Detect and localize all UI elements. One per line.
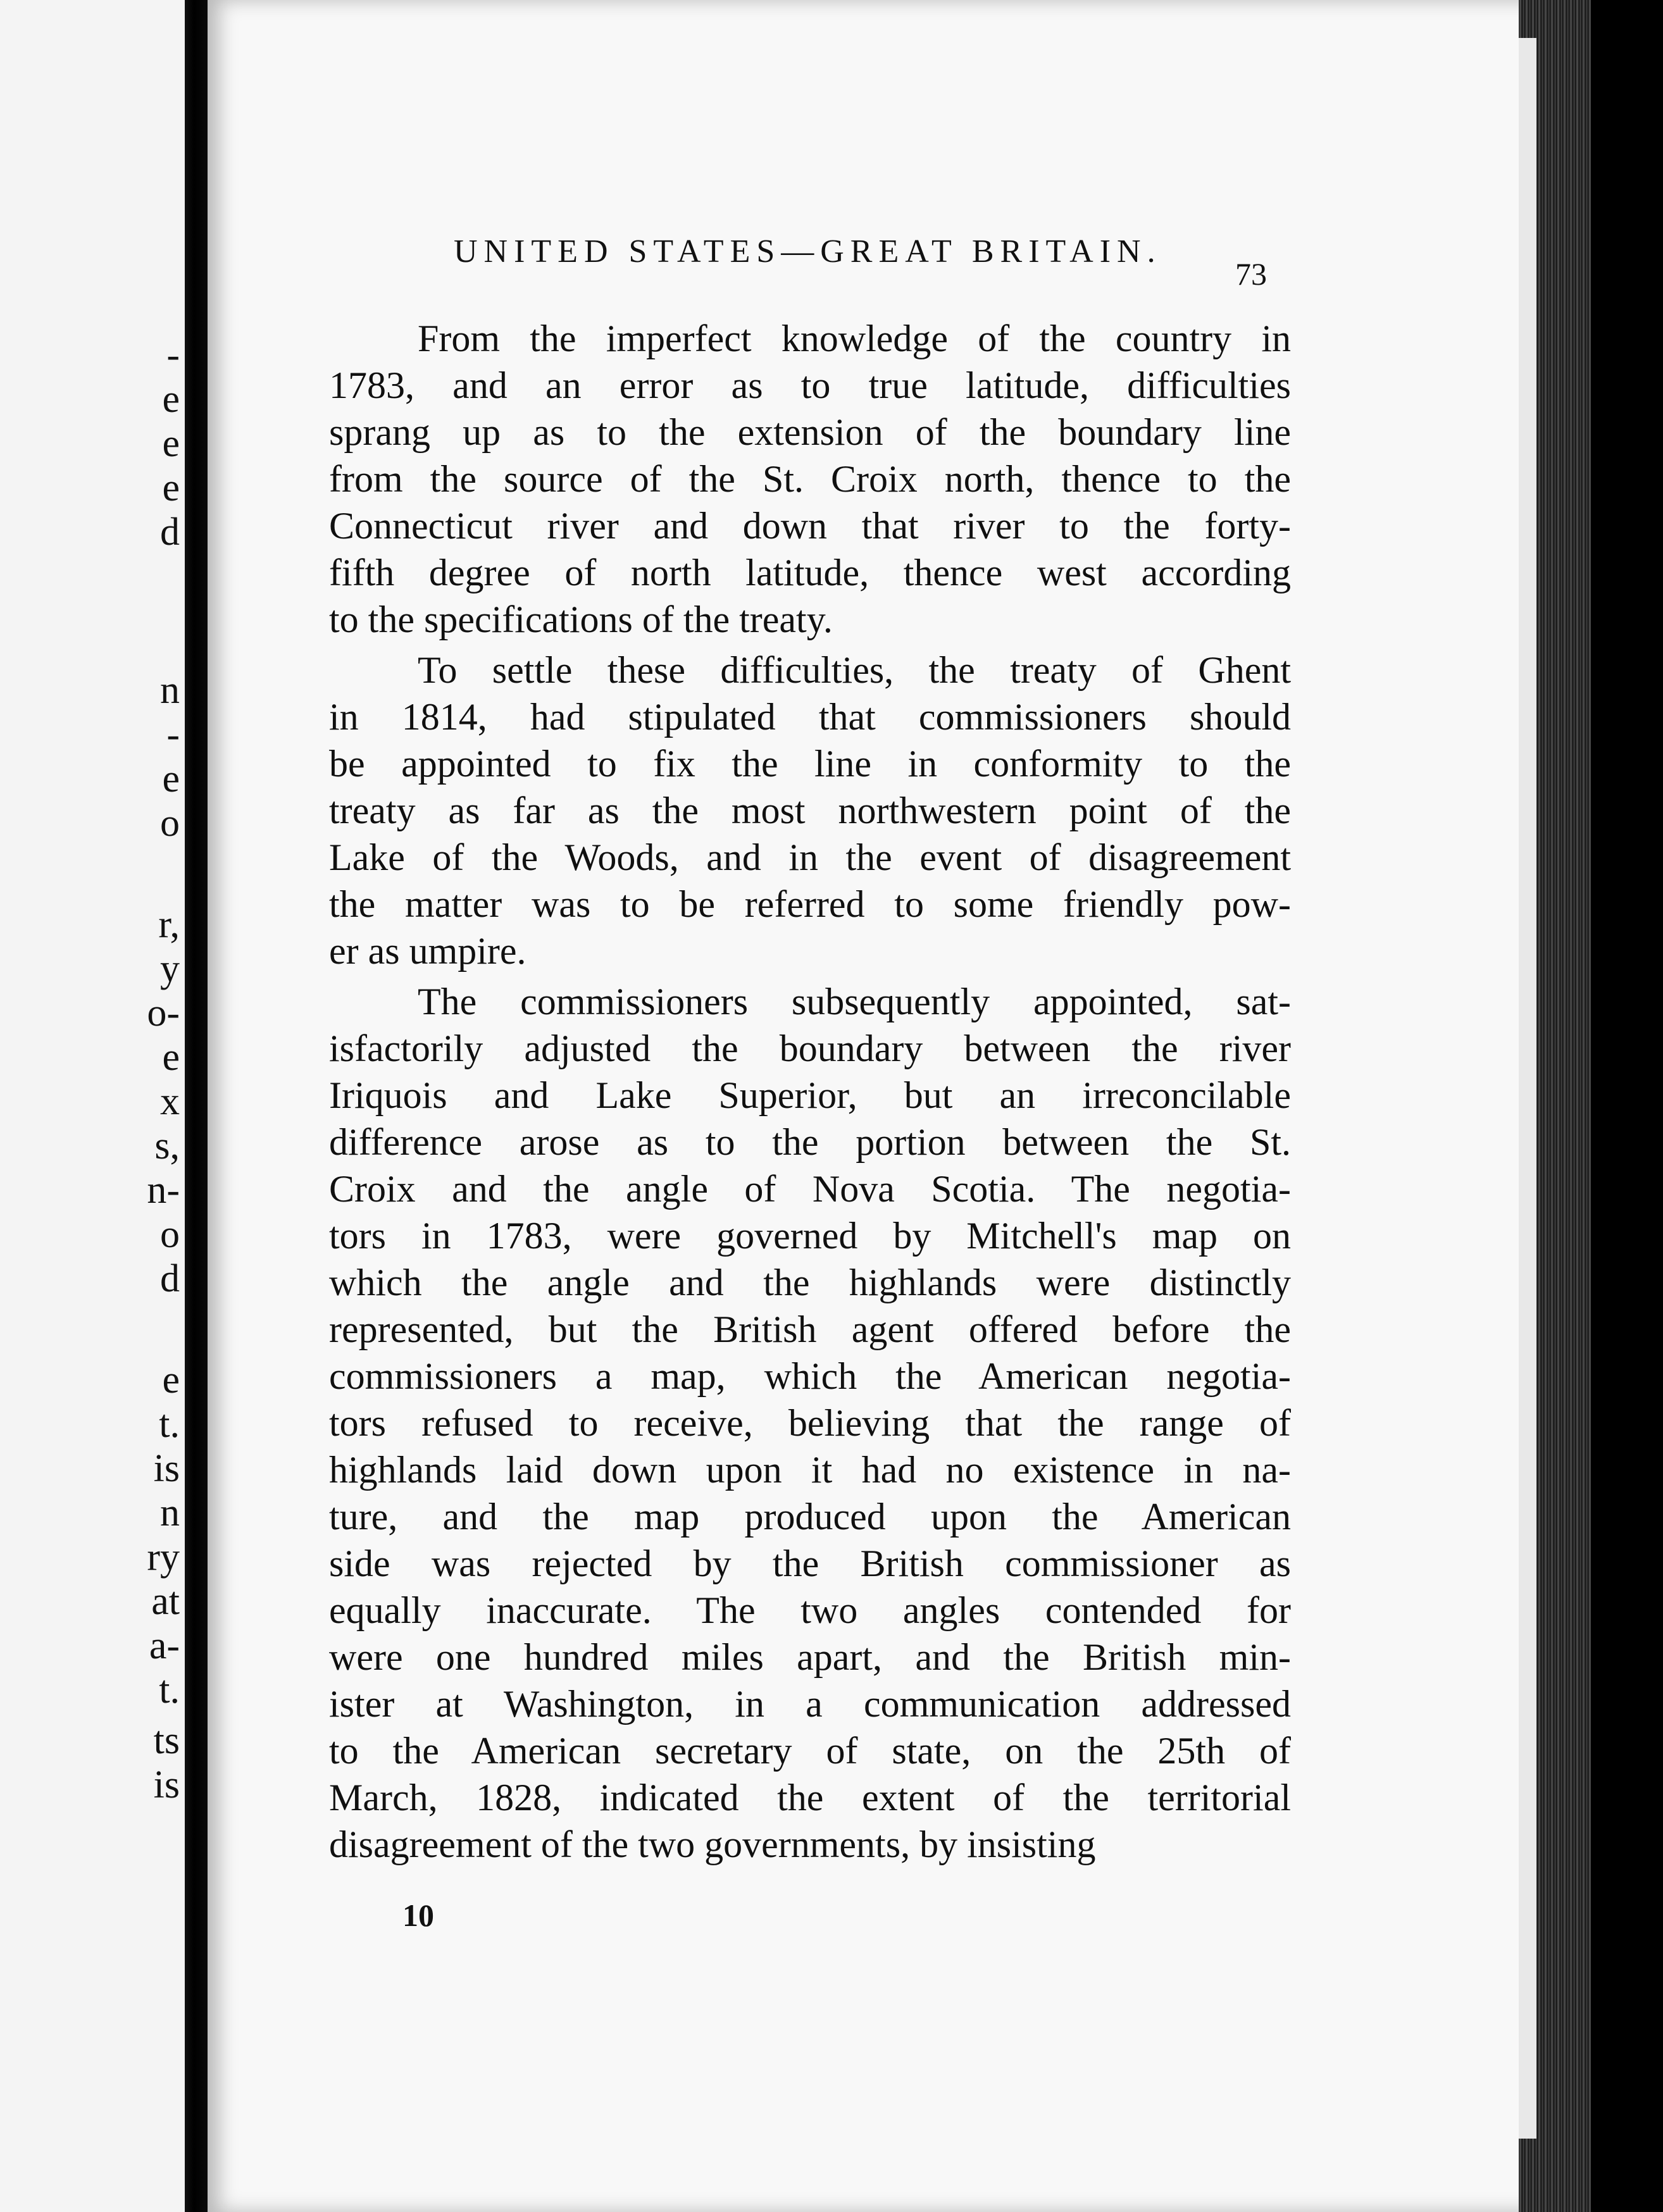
page-number: 73: [1235, 256, 1267, 292]
left-page-fragment: is: [153, 1447, 180, 1490]
left-page-fragment: t.: [159, 1668, 180, 1712]
text-line: to the specifications of the treaty.: [329, 599, 833, 640]
left-page-fragment: n: [160, 669, 180, 712]
left-page-fragment: t.: [159, 1403, 180, 1446]
left-page-fragment: e: [162, 1358, 180, 1401]
left-page-fragment: ry: [147, 1536, 180, 1579]
text-line: ture, and the map produced upon the American: [329, 1496, 1291, 1538]
left-page-fragment: n: [160, 1491, 180, 1534]
page-edge: [1519, 0, 1591, 2212]
book-gutter: [185, 0, 208, 2212]
left-page-fragment: is: [153, 1763, 180, 1806]
text-line: March, 1828, indicated the extent of the territorial: [329, 1777, 1291, 1818]
text-line: were one hundred miles apart, and the British min-: [329, 1636, 1291, 1678]
text-line: The commissioners subsequently appointed, sat-: [418, 981, 1291, 1022]
left-page-fragment: d: [160, 511, 180, 554]
left-page-fragment: n-: [147, 1169, 180, 1212]
left-page-fragment: a-: [149, 1624, 180, 1667]
text-line: equally inaccurate. The two angles contended for: [329, 1589, 1291, 1631]
text-line: be appointed to fix the line in conformity to the: [329, 743, 1291, 785]
paragraph: [329, 978, 1291, 1868]
left-page-fragment: o-: [147, 991, 180, 1035]
text-line: the matter was to be referred to some friendly pow-: [329, 883, 1291, 925]
left-page-fragment: -: [166, 333, 180, 376]
left-page: [0, 0, 185, 2212]
text-line: to the American secretary of state, on the 25th of: [329, 1730, 1291, 1772]
left-page-fragment: e: [162, 757, 180, 800]
running-head: UNITED STATES—GREAT BRITAIN.: [454, 233, 1162, 270]
text-line: er as umpire.: [329, 930, 526, 972]
text-line: from the source of the St. Croix north, thence to the: [329, 458, 1291, 500]
left-page-fragment: o: [160, 1213, 180, 1256]
left-page-fragment: -: [166, 713, 180, 756]
text-line: sprang up as to the extension of the boundary line: [329, 411, 1291, 453]
text-line: treaty as far as the most northwestern point of the: [329, 790, 1291, 831]
text-line: side was rejected by the British commissioner as: [329, 1543, 1291, 1584]
text-line: in 1814, had stipulated that commissioners should: [329, 696, 1291, 738]
left-page-fragment: e: [162, 422, 180, 465]
left-page-fragment: at: [151, 1580, 180, 1623]
text-line: To settle these difficulties, the treaty of Ghent: [418, 649, 1291, 691]
text-line: isfactorily adjusted the boundary between the river: [329, 1028, 1291, 1069]
text-line: commissioners a map, which the American negotia-: [329, 1355, 1291, 1397]
left-page-fragment: d: [160, 1257, 180, 1300]
text-line: 1783, and an error as to true latitude, difficulties: [329, 364, 1291, 406]
left-page-fragment: s,: [154, 1124, 180, 1167]
text-line: disagreement of the two governments, by insisting: [329, 1824, 1096, 1865]
left-page-fragment: e: [162, 378, 180, 421]
text-line: Connecticut river and down that river to the forty-: [329, 505, 1291, 547]
left-page-fragment: r,: [158, 903, 180, 946]
left-page-fragment: x: [160, 1080, 180, 1123]
text-line: tors refused to receive, believing that the range of: [329, 1402, 1291, 1444]
left-page-fragment: o: [160, 802, 180, 845]
left-page-fragment: ts: [153, 1719, 180, 1762]
left-page-fragment: e: [162, 1036, 180, 1079]
body-text: [329, 315, 1291, 1872]
text-line: which the angle and the highlands were distinctly: [329, 1262, 1291, 1303]
text-line: ister at Washington, in a communication addressed: [329, 1683, 1291, 1725]
text-line: fifth degree of north latitude, thence west according: [329, 552, 1291, 593]
text-line: tors in 1783, were governed by Mitchell's map on: [329, 1215, 1291, 1257]
signature-mark: 10: [402, 1898, 434, 1933]
text-line: Croix and the angle of Nova Scotia. The negotia-: [329, 1168, 1291, 1210]
text-line: difference arose as to the portion between the St.: [329, 1121, 1291, 1163]
text-line: Iriquois and Lake Superior, but an irreconcilable: [329, 1074, 1291, 1116]
left-page-fragment: y: [160, 947, 180, 990]
paragraph: [329, 315, 1291, 643]
paragraph: [329, 647, 1291, 974]
text-line: represented, but the British agent offered before the: [329, 1308, 1291, 1350]
left-page-fragments: [142, 0, 180, 2212]
left-page-fragment: e: [162, 466, 180, 509]
text-line: highlands laid down upon it had no existence in na-: [329, 1449, 1291, 1491]
text-line: Lake of the Woods, and in the event of disagreement: [329, 836, 1291, 878]
text-line: From the imperfect knowledge of the country in: [418, 318, 1291, 359]
